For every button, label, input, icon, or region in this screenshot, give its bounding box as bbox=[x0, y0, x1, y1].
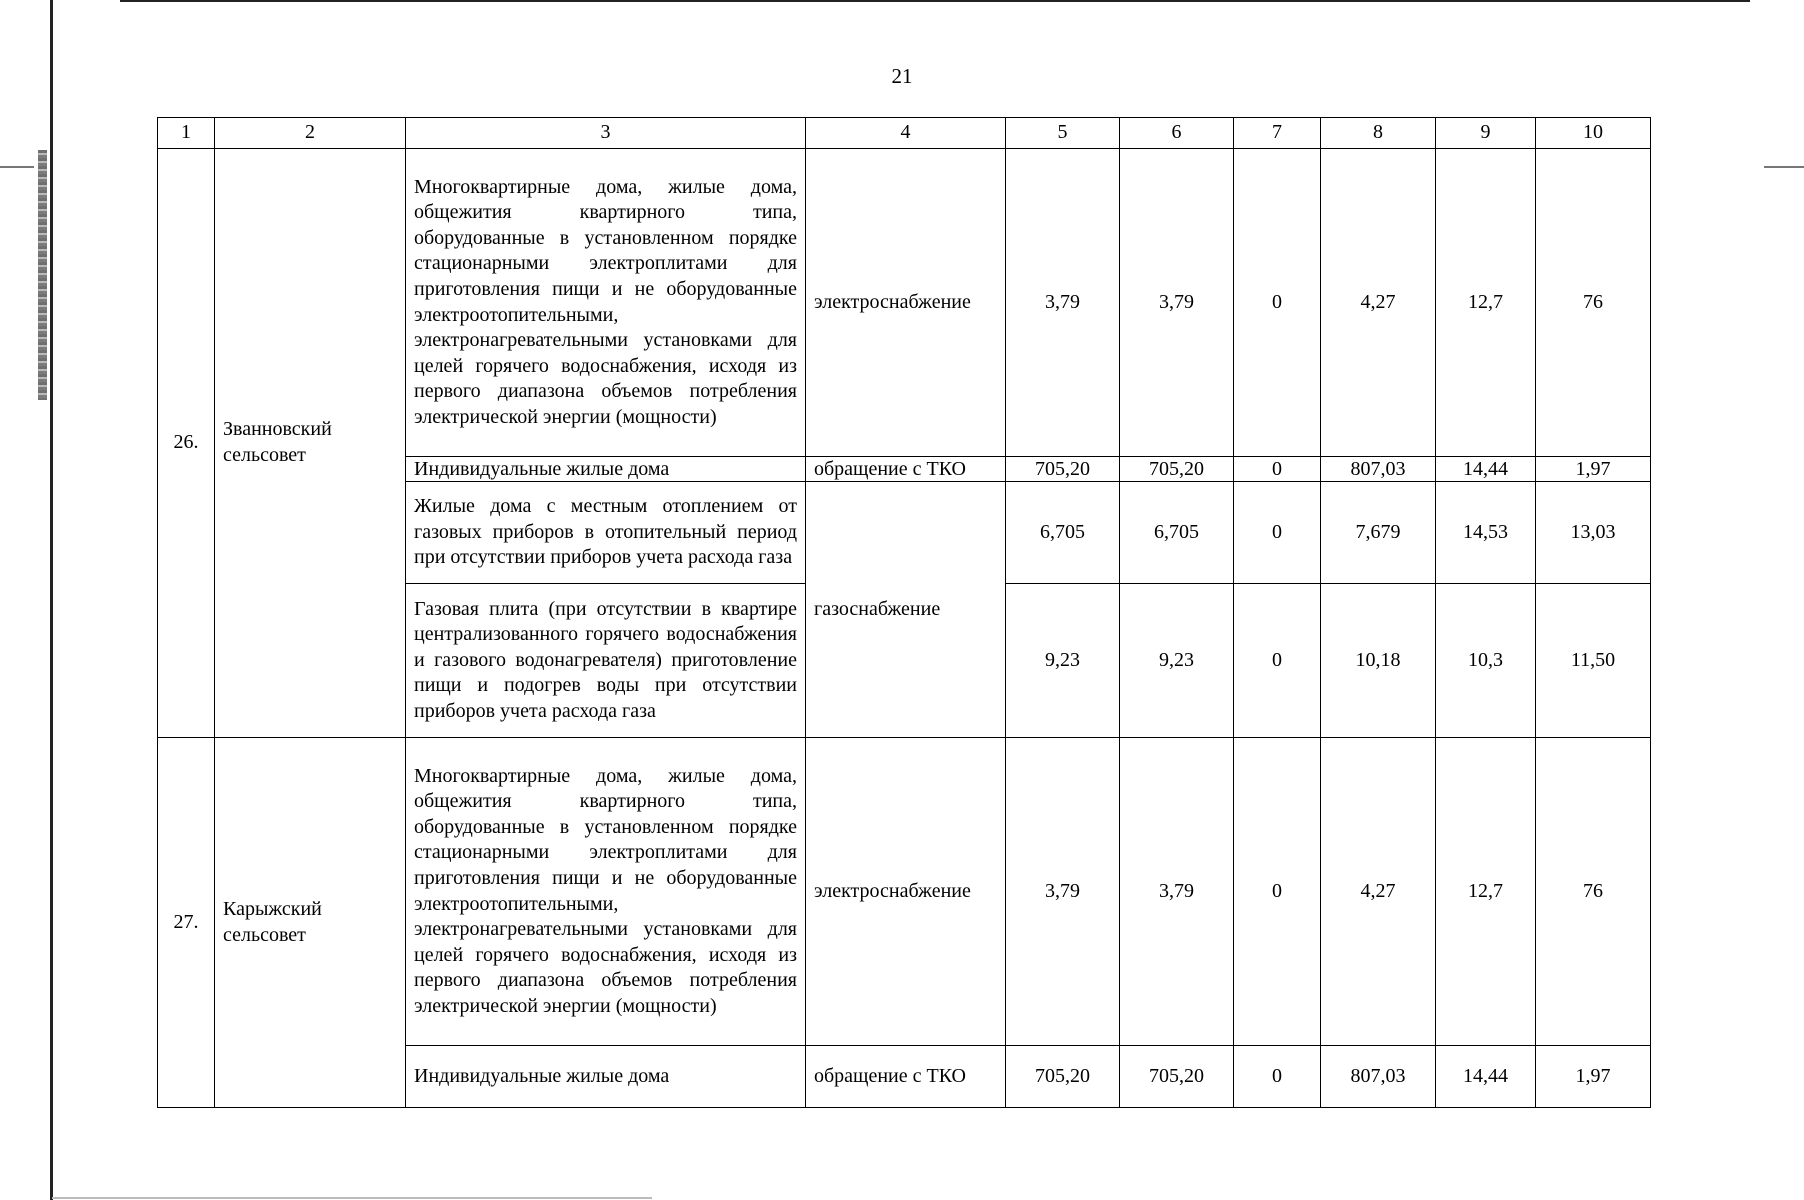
scan-binding-marks bbox=[38, 150, 47, 400]
value-col5: 9,23 bbox=[1006, 584, 1120, 738]
value-col10: 76 bbox=[1536, 149, 1651, 457]
column-header: 4 bbox=[806, 118, 1006, 149]
scan-edge-bottom bbox=[52, 1197, 652, 1199]
value-col5: 705,20 bbox=[1006, 1046, 1120, 1108]
value-col8: 10,18 bbox=[1321, 584, 1436, 738]
value-col8: 807,03 bbox=[1321, 457, 1436, 482]
column-header: 7 bbox=[1234, 118, 1321, 149]
column-header: 5 bbox=[1006, 118, 1120, 149]
column-header: 10 bbox=[1536, 118, 1651, 149]
value-col9: 14,53 bbox=[1436, 482, 1536, 584]
value-col10: 11,50 bbox=[1536, 584, 1651, 738]
table-row bbox=[158, 149, 1651, 457]
column-header-row bbox=[158, 118, 1651, 149]
column-header: 3 bbox=[406, 118, 806, 149]
value-col7: 0 bbox=[1234, 149, 1321, 457]
utility-resource: обращение с ТКО bbox=[806, 457, 1006, 482]
consumer-category: Газовая плита (при отсутствии в квартире централизованного горячего водоснабжения и газового водонагревателя) приготовление пищи и подогрев воды при отсутствии приборов учета расхода газа bbox=[406, 584, 806, 738]
utility-resource: электроснабжение bbox=[806, 149, 1006, 457]
consumer-category: Индивидуальные жилые дома bbox=[406, 1046, 806, 1108]
value-col6: 705,20 bbox=[1120, 1046, 1234, 1108]
consumer-category: Многоквартирные дома, жилые дома, общежития квартирного типа, оборудованные в установленном порядке стационарными электроплитами для приготовления пищи и не оборудованные электроотопительными, электронагревательными установками для целей горячего водоснабжения, исходя из первого диапазона объемов потребления электрической энергии (мощности) bbox=[406, 149, 806, 457]
value-col10: 1,97 bbox=[1536, 1046, 1651, 1108]
value-col5: 3,79 bbox=[1006, 149, 1120, 457]
value-col5: 705,20 bbox=[1006, 457, 1120, 482]
value-col6: 3,79 bbox=[1120, 738, 1234, 1046]
value-col8: 7,679 bbox=[1321, 482, 1436, 584]
scan-mark-left bbox=[0, 166, 34, 168]
value-col9: 14,44 bbox=[1436, 1046, 1536, 1108]
column-header: 1 bbox=[158, 118, 215, 149]
value-col6: 9,23 bbox=[1120, 584, 1234, 738]
value-col9: 14,44 bbox=[1436, 457, 1536, 482]
tariff-table bbox=[157, 117, 1651, 1108]
value-col9: 12,7 bbox=[1436, 738, 1536, 1046]
value-col6: 3,79 bbox=[1120, 149, 1234, 457]
consumer-category: Жилые дома с местным отоплением от газовых приборов в отопительный период при отсутствии приборов учета расхода газа bbox=[406, 482, 806, 584]
value-col8: 807,03 bbox=[1321, 1046, 1436, 1108]
value-col6: 6,705 bbox=[1120, 482, 1234, 584]
value-col10: 1,97 bbox=[1536, 457, 1651, 482]
scan-mark-right bbox=[1764, 166, 1804, 168]
value-col10: 13,03 bbox=[1536, 482, 1651, 584]
settlement-name: Карыжский сельсовет bbox=[215, 738, 406, 1108]
row-number: 27. bbox=[158, 738, 215, 1108]
value-col8: 4,27 bbox=[1321, 738, 1436, 1046]
row-number: 26. bbox=[158, 149, 215, 738]
value-col5: 6,705 bbox=[1006, 482, 1120, 584]
value-col7: 0 bbox=[1234, 457, 1321, 482]
value-col7: 0 bbox=[1234, 738, 1321, 1046]
value-col5: 3,79 bbox=[1006, 738, 1120, 1046]
column-header: 6 bbox=[1120, 118, 1234, 149]
value-col9: 12,7 bbox=[1436, 149, 1536, 457]
utility-resource: обращение с ТКО bbox=[806, 1046, 1006, 1108]
value-col9: 10,3 bbox=[1436, 584, 1536, 738]
value-col10: 76 bbox=[1536, 738, 1651, 1046]
column-header: 8 bbox=[1321, 118, 1436, 149]
column-header: 2 bbox=[215, 118, 406, 149]
value-col6: 705,20 bbox=[1120, 457, 1234, 482]
page-number: 21 bbox=[891, 64, 913, 88]
scan-edge-left bbox=[50, 0, 53, 1200]
scan-edge-top bbox=[120, 0, 1750, 2]
value-col7: 0 bbox=[1234, 482, 1321, 584]
settlement-name: Званновский сельсовет bbox=[215, 149, 406, 738]
consumer-category: Многоквартирные дома, жилые дома, общежития квартирного типа, оборудованные в установленном порядке стационарными электроплитами для приготовления пищи и не оборудованные электроотопительными, электронагревательными установками для целей горячего водоснабжения, исходя из первого диапазона объемов потребления электрической энергии (мощности) bbox=[406, 738, 806, 1046]
utility-resource: газоснабжение bbox=[806, 482, 1006, 738]
value-col8: 4,27 bbox=[1321, 149, 1436, 457]
value-col7: 0 bbox=[1234, 584, 1321, 738]
column-header: 9 bbox=[1436, 118, 1536, 149]
value-col7: 0 bbox=[1234, 1046, 1321, 1108]
utility-resource: электроснабжение bbox=[806, 738, 1006, 1046]
table-row bbox=[158, 738, 1651, 1046]
consumer-category: Индивидуальные жилые дома bbox=[406, 457, 806, 482]
